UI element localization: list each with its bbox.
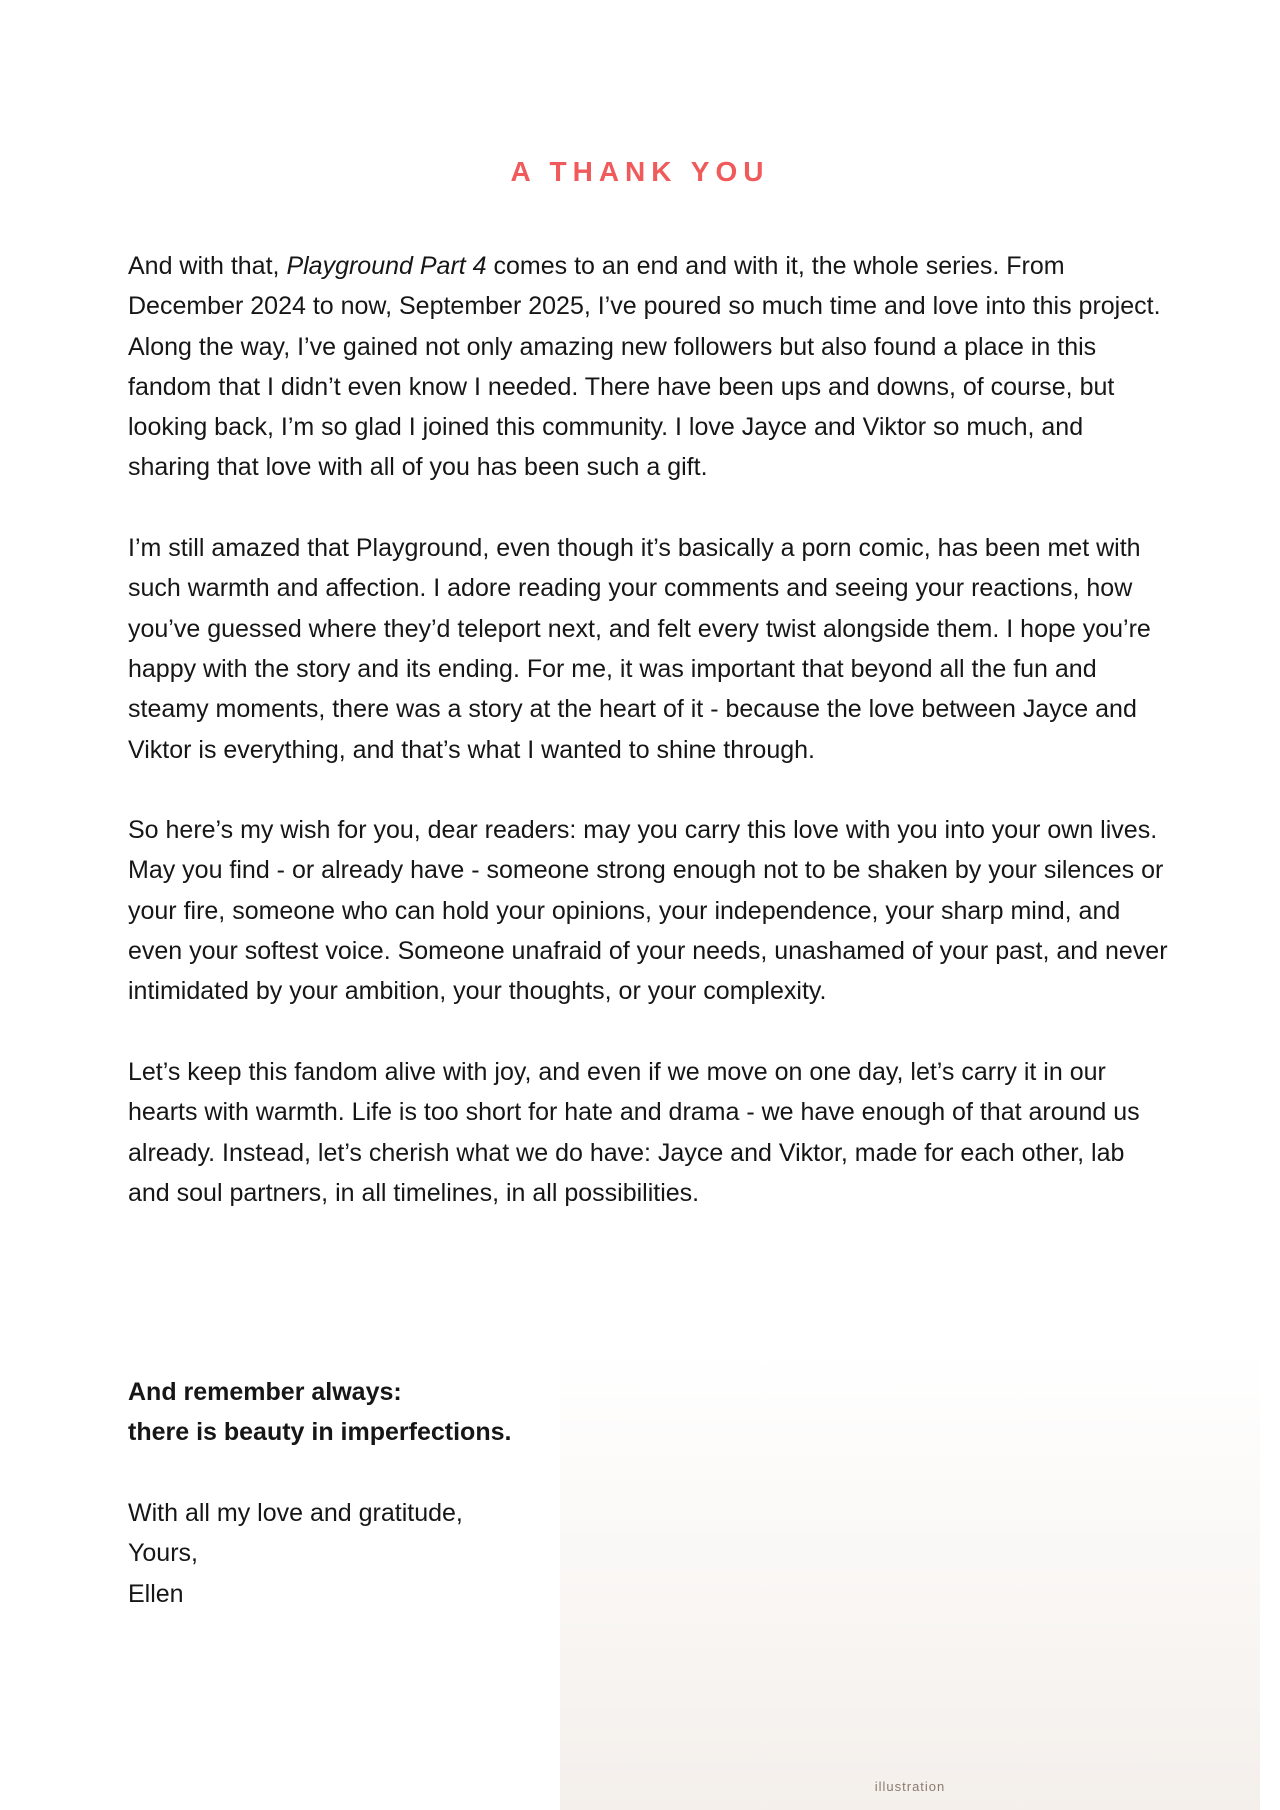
series-title: Playground Part 4	[286, 252, 487, 280]
page-title: A THANK YOU	[510, 156, 770, 187]
signoff-line-2: Yours,	[128, 1539, 198, 1568]
signoff-line-1: With all my love and gratitude,	[128, 1499, 463, 1527]
paragraph-3: So here’s my wish for you, dear readers: may you carry this love with you into your own lives. May you find - or already have - someone strong enough not to be shaken by your silences or your fire, someone who can hold your opinions, your independence, your sharp mind, and even your softest voice. Someone unafraid of your needs, unashamed of your past, and never intimidated by your ambition, your thoughts, or your complexity.	[128, 816, 1168, 1006]
closing-line-1: And remember always:	[128, 1378, 402, 1406]
closing-message	[128, 1372, 511, 1453]
closing-line-2: there is beauty in imperfections.	[128, 1418, 512, 1447]
signoff	[128, 1493, 463, 1614]
letter-body	[128, 246, 1168, 1253]
paragraph-text: And with that,	[128, 252, 287, 280]
paragraph-4: Let’s keep this fandom alive with joy, and even if we move on one day, let’s carry it in our hearts with warmth. Life is too short for hate and drama - we have enough of that around us already. Instead, let’s cherish what we do have: Jayce and Viktor, made for each other, lab and soul partners, in all timelines, in all possibilities.	[128, 1057, 1140, 1207]
illustration-placeholder-label: illustration	[874, 1779, 946, 1794]
paragraph-text: comes to an end and with it, the whole series. From December 2024 to now, September 2025, I’ve poured so much time and love into this project. Along the way, I’ve gained not only amazing new followers but also found a place in this fandom that I didn’t even know I needed. There have been ups and downs, of course, but looking back, I’m so glad I joined this community. I love Jayce and Viktor so much, and sharing that love with all of you has been such a gift.	[128, 252, 1161, 482]
paragraph-1	[128, 246, 1168, 488]
illustration	[560, 1352, 1260, 1810]
signoff-name: Ellen	[128, 1579, 184, 1608]
paragraph-2: I’m still amazed that Playground, even though it’s basically a porn comic, has been met with such warmth and affection. I adore reading your comments and seeing your reactions, how you’ve guessed where they’d teleport next, and felt every twist alongside them. I hope you’re happy with the story and its ending. For me, it was important that beyond all the fun and steamy moments, there was a story at the heart of it - because the love between Jayce and Viktor is everything, and that’s what I wanted to shine through.	[128, 534, 1151, 764]
